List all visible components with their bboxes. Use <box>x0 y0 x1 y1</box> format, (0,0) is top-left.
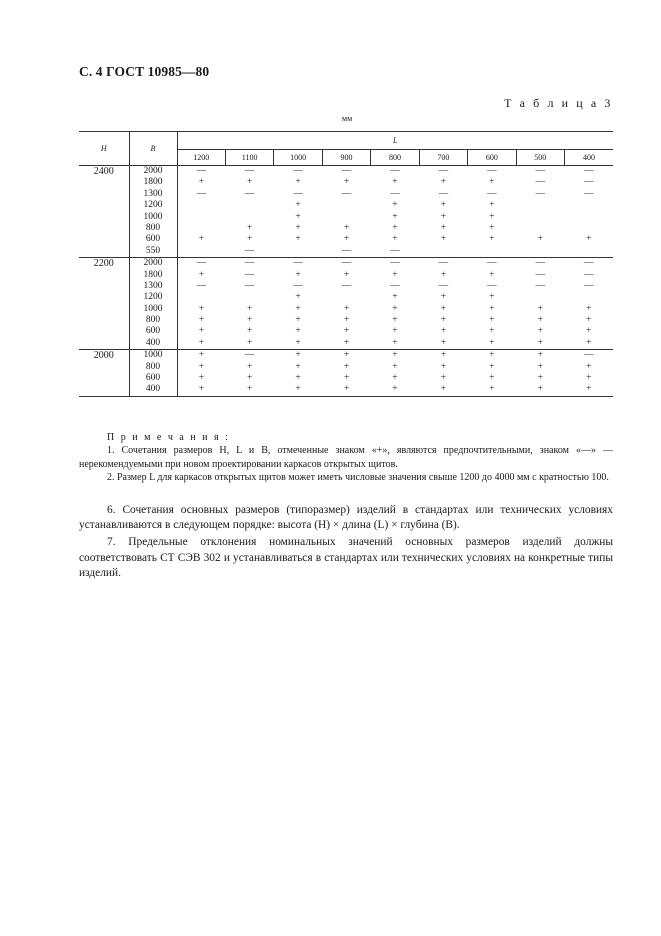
paragraph-7: 7. Предельные отклонения номинальных значений основных размеров изделий должны соответствовать СТ СЭВ 302 и устанавливаться в стандартах или технических условиях на конкретные типы изделий. <box>79 536 613 579</box>
combination-mark: — <box>390 258 400 269</box>
combination-mark: + <box>489 303 495 314</box>
combination-mark: + <box>295 177 301 188</box>
combination-mark: + <box>246 303 253 314</box>
combination-mark <box>225 200 273 211</box>
header-l-value: 400 <box>565 150 614 166</box>
combination-mark: + <box>246 384 253 395</box>
combination-mark: + <box>537 234 543 245</box>
combination-mark: + <box>295 337 301 348</box>
group-mark-column <box>322 166 370 258</box>
depth-value: 550 <box>145 245 161 256</box>
combination-mark: + <box>489 384 495 395</box>
depth-value: 2000 <box>143 258 163 269</box>
combination-mark: — <box>196 280 207 291</box>
combination-mark: + <box>440 337 447 348</box>
combination-mark: + <box>440 222 447 233</box>
table-group-row <box>79 258 613 350</box>
combination-mark: + <box>489 269 495 280</box>
combination-mark: + <box>489 337 495 348</box>
combination-mark: + <box>440 373 447 384</box>
combination-mark: + <box>537 384 543 395</box>
table-body <box>79 166 613 397</box>
group-mark-column <box>274 258 322 350</box>
depth-value: 1200 <box>143 292 163 303</box>
combination-mark: + <box>392 177 398 188</box>
combination-mark: + <box>392 361 398 372</box>
combination-mark: + <box>198 303 205 314</box>
combination-mark: + <box>537 350 543 361</box>
combination-mark: + <box>537 373 543 384</box>
combination-mark: + <box>246 177 253 188</box>
combination-mark: + <box>489 361 495 372</box>
combination-mark: + <box>489 177 495 188</box>
combination-mark: + <box>489 326 495 337</box>
combination-mark: — <box>390 245 400 256</box>
combination-mark: — <box>535 280 546 291</box>
combination-mark: + <box>392 303 398 314</box>
depth-value: 600 <box>145 234 161 245</box>
combination-mark: + <box>392 315 398 326</box>
combination-mark: + <box>343 373 350 384</box>
combination-mark: — <box>487 188 497 199</box>
combination-mark: + <box>246 234 253 245</box>
combination-mark <box>565 292 614 303</box>
size-table <box>79 131 613 397</box>
combination-mark: — <box>244 166 255 176</box>
group-mark-column <box>419 350 467 397</box>
combination-mark: + <box>198 361 205 372</box>
header-l-value: 800 <box>371 150 419 166</box>
group-depth-values <box>129 166 177 258</box>
depth-value: 1300 <box>143 280 163 291</box>
combination-mark: + <box>440 292 447 303</box>
combination-mark: — <box>390 280 400 291</box>
combination-mark: + <box>295 200 301 211</box>
combination-mark: — <box>390 188 400 199</box>
note-1: 1. Сочетания размеров H, L и B, отмеченные знаком «+», являются предпочтительными, знаком «—» — нерекомендуемыми при новом проектировании каркасов открытых щитов. <box>79 445 613 470</box>
combination-mark: + <box>489 292 495 303</box>
group-mark-column <box>565 258 614 350</box>
group-mark-column <box>371 258 419 350</box>
combination-mark <box>178 246 226 257</box>
combination-mark <box>322 200 370 211</box>
combination-mark: — <box>244 245 255 256</box>
combination-mark: + <box>440 350 447 361</box>
group-height-value: 2000 <box>79 350 129 397</box>
combination-mark: + <box>295 222 301 233</box>
group-mark-column <box>516 166 564 258</box>
group-mark-column <box>468 258 516 350</box>
combination-mark: + <box>586 315 592 326</box>
combination-mark: + <box>440 303 447 314</box>
combination-mark <box>178 212 226 223</box>
combination-mark: — <box>487 280 497 291</box>
combination-mark: + <box>392 292 398 303</box>
combination-mark: + <box>198 337 205 348</box>
combination-mark <box>565 212 614 223</box>
combination-mark: + <box>343 234 350 245</box>
combination-mark: + <box>537 337 543 348</box>
combination-mark <box>516 212 564 223</box>
page-header: С. 4 ГОСТ 10985—80 <box>79 64 210 79</box>
combination-mark <box>516 223 564 234</box>
combination-mark: — <box>341 245 352 256</box>
depth-value: 1000 <box>143 350 163 361</box>
paragraph-6: 6. Сочетания основных размеров (типоразмер) изделий в стандартах или технических условиях устанавливаются в следующем порядке: высота (H) × длина (L) × глубина (B). <box>79 504 613 532</box>
combination-mark: + <box>246 326 253 337</box>
depth-value: 1000 <box>143 303 163 314</box>
combination-mark: — <box>584 188 594 199</box>
group-mark-column <box>322 350 370 397</box>
table-group-row <box>79 166 613 258</box>
combination-mark: + <box>246 337 253 348</box>
group-mark-column <box>177 350 225 397</box>
group-mark-column <box>419 258 467 350</box>
combination-mark: — <box>535 188 546 199</box>
combination-mark: + <box>198 326 205 337</box>
combination-mark: + <box>586 234 592 245</box>
combination-mark: + <box>343 269 350 280</box>
group-mark-column <box>177 258 225 350</box>
combination-mark <box>468 246 516 257</box>
combination-mark: — <box>584 280 594 291</box>
combination-mark: — <box>196 166 207 176</box>
group-height-value: 2400 <box>79 166 129 258</box>
combination-mark <box>178 200 226 211</box>
combination-mark: — <box>438 258 449 269</box>
combination-mark <box>516 246 564 257</box>
depth-value: 1800 <box>143 269 163 280</box>
combination-mark: + <box>295 292 301 303</box>
combination-mark: + <box>440 211 447 222</box>
group-mark-column <box>371 350 419 397</box>
header-h: H <box>79 132 129 166</box>
depth-value: 1300 <box>143 188 163 199</box>
combination-mark: + <box>295 326 301 337</box>
combination-mark: + <box>343 337 350 348</box>
combination-mark <box>565 246 614 257</box>
combination-mark: + <box>392 337 398 348</box>
depth-value: 1200 <box>143 200 163 211</box>
combination-mark: — <box>487 166 497 176</box>
combination-mark: + <box>537 361 543 372</box>
group-mark-column <box>225 350 273 397</box>
notes-title: П р и м е ч а н и я : <box>107 432 230 443</box>
combination-mark: — <box>341 188 352 199</box>
combination-mark: + <box>586 373 592 384</box>
header-l-value: 1200 <box>177 150 225 166</box>
combination-mark: + <box>295 384 301 395</box>
combination-mark: — <box>584 350 594 361</box>
group-mark-column <box>371 166 419 258</box>
combination-mark: + <box>489 373 495 384</box>
note-2: 2. Размер L для каркасов открытых щитов может иметь числовые значения свыше 1200 до 4000 мм с кратностью 100. <box>107 472 609 484</box>
combination-mark: + <box>440 200 447 211</box>
combination-mark: + <box>343 303 350 314</box>
combination-mark <box>274 246 322 257</box>
combination-mark: + <box>392 234 398 245</box>
combination-mark: — <box>293 258 303 269</box>
combination-mark: — <box>244 188 255 199</box>
header-b: B <box>129 132 177 166</box>
combination-mark: + <box>198 384 205 395</box>
combination-mark <box>225 292 273 303</box>
combination-mark: — <box>438 188 449 199</box>
combination-mark: — <box>584 269 594 280</box>
table-caption: Т а б л и ц а 3 <box>504 96 613 110</box>
combination-mark: — <box>341 166 352 176</box>
combination-mark: + <box>440 234 447 245</box>
combination-mark: + <box>489 350 495 361</box>
header-l-value: 1000 <box>274 150 322 166</box>
combination-mark: + <box>343 361 350 372</box>
depth-value: 600 <box>145 326 161 337</box>
header-l-value: 700 <box>419 150 467 166</box>
combination-mark: + <box>489 211 495 222</box>
combination-mark: + <box>343 350 350 361</box>
combination-mark: + <box>537 303 543 314</box>
combination-mark: + <box>198 350 205 361</box>
depth-value: 1000 <box>143 211 163 222</box>
combination-mark: + <box>246 373 253 384</box>
combination-mark <box>178 223 226 234</box>
combination-mark: + <box>586 384 592 395</box>
combination-mark: — <box>293 188 303 199</box>
group-mark-column <box>322 258 370 350</box>
combination-mark: + <box>246 315 253 326</box>
combination-mark: + <box>295 211 301 222</box>
combination-mark <box>565 200 614 211</box>
combination-mark: + <box>246 222 253 233</box>
combination-mark: — <box>438 166 449 176</box>
combination-mark: + <box>295 361 301 372</box>
combination-mark: + <box>392 222 398 233</box>
combination-mark: + <box>343 326 350 337</box>
combination-mark: + <box>586 326 592 337</box>
depth-value: 800 <box>145 222 161 233</box>
group-mark-column <box>274 166 322 258</box>
combination-mark: + <box>198 177 205 188</box>
combination-mark: + <box>440 361 447 372</box>
unit-label: мм <box>342 114 353 123</box>
header-l-value: 1100 <box>225 150 273 166</box>
combination-mark: + <box>537 315 543 326</box>
combination-mark <box>322 212 370 223</box>
combination-mark: + <box>295 303 301 314</box>
combination-mark: — <box>390 166 400 176</box>
combination-mark: + <box>198 269 205 280</box>
group-depth-values <box>129 350 177 397</box>
group-mark-column <box>468 350 516 397</box>
body-text <box>79 503 613 583</box>
table-group-row <box>79 350 613 397</box>
combination-mark: + <box>295 234 301 245</box>
combination-mark: + <box>440 384 447 395</box>
combination-mark <box>419 246 467 257</box>
group-mark-column <box>516 258 564 350</box>
combination-mark <box>178 292 226 303</box>
combination-mark: + <box>343 384 350 395</box>
combination-mark: + <box>392 384 398 395</box>
combination-mark: — <box>341 258 352 269</box>
group-mark-column <box>225 166 273 258</box>
combination-mark: + <box>586 361 592 372</box>
combination-mark: + <box>198 315 205 326</box>
combination-mark: — <box>535 258 546 269</box>
group-mark-column <box>516 350 564 397</box>
combination-mark: + <box>246 361 253 372</box>
combination-mark: — <box>584 258 594 269</box>
group-height-value: 2200 <box>79 258 129 350</box>
combination-mark: + <box>295 315 301 326</box>
depth-value: 1800 <box>143 177 163 188</box>
combination-mark: + <box>489 315 495 326</box>
combination-mark: + <box>440 269 447 280</box>
header-l-value: 500 <box>516 150 564 166</box>
group-mark-column <box>565 350 614 397</box>
combination-mark: + <box>489 200 495 211</box>
header-l-value: 600 <box>468 150 516 166</box>
combination-mark: + <box>198 234 205 245</box>
header-l: L <box>177 132 613 150</box>
combination-mark: + <box>392 200 398 211</box>
depth-value: 800 <box>145 361 161 372</box>
group-mark-column <box>225 258 273 350</box>
combination-mark: + <box>392 211 398 222</box>
depth-value: 800 <box>145 315 161 326</box>
combination-mark <box>516 292 564 303</box>
combination-mark <box>322 292 370 303</box>
combination-mark: + <box>295 350 301 361</box>
combination-mark: — <box>196 188 207 199</box>
combination-mark: — <box>438 280 449 291</box>
combination-mark: — <box>244 280 255 291</box>
combination-mark <box>225 212 273 223</box>
header-l-value: 900 <box>322 150 370 166</box>
combination-mark: — <box>244 269 255 280</box>
combination-mark: — <box>535 166 546 176</box>
group-depth-values <box>129 258 177 350</box>
combination-mark: + <box>295 373 301 384</box>
combination-mark: + <box>392 326 398 337</box>
combination-mark <box>516 200 564 211</box>
combination-mark: — <box>487 258 497 269</box>
depth-value: 400 <box>145 384 161 395</box>
combination-mark: — <box>293 280 303 291</box>
combination-mark: + <box>343 177 350 188</box>
combination-mark: + <box>392 269 398 280</box>
combination-mark: — <box>293 166 303 176</box>
combination-mark: + <box>440 177 447 188</box>
combination-mark: — <box>535 177 546 188</box>
combination-mark: + <box>489 222 495 233</box>
notes <box>79 431 613 485</box>
combination-mark: + <box>295 269 301 280</box>
combination-mark: — <box>341 280 352 291</box>
combination-mark: — <box>584 166 594 176</box>
combination-mark: + <box>537 326 543 337</box>
depth-value: 400 <box>145 337 161 348</box>
combination-mark: + <box>343 315 350 326</box>
group-mark-column <box>419 166 467 258</box>
depth-value: 2000 <box>143 166 163 176</box>
combination-mark: + <box>586 337 592 348</box>
combination-mark: + <box>440 326 447 337</box>
combination-mark: + <box>343 222 350 233</box>
group-mark-column <box>177 166 225 258</box>
combination-mark: + <box>392 350 398 361</box>
group-mark-column <box>565 166 614 258</box>
combination-mark: — <box>244 258 255 269</box>
combination-mark: — <box>244 350 255 361</box>
combination-mark: — <box>584 177 594 188</box>
depth-value: 600 <box>145 373 161 384</box>
combination-mark: + <box>586 303 592 314</box>
group-mark-column <box>468 166 516 258</box>
combination-mark: + <box>392 373 398 384</box>
combination-mark <box>565 223 614 234</box>
combination-mark: + <box>489 234 495 245</box>
combination-mark: — <box>196 258 207 269</box>
combination-mark: — <box>535 269 546 280</box>
group-mark-column <box>274 350 322 397</box>
combination-mark: + <box>440 315 447 326</box>
combination-mark: + <box>198 373 205 384</box>
